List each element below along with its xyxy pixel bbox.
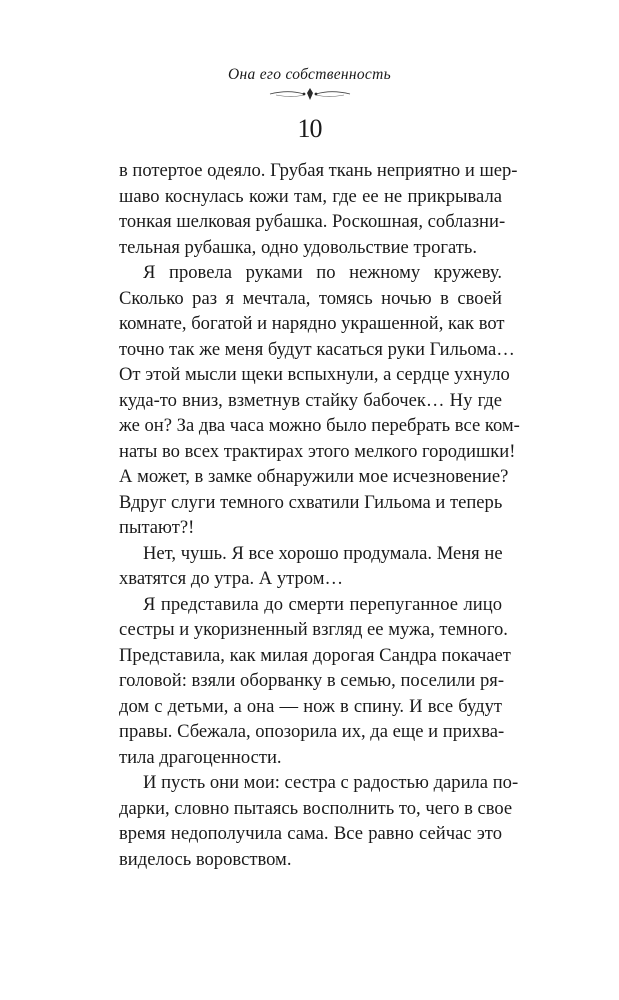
text-line: Я провела руками по нежному кружеву. [143,262,502,283]
text-line: От этой мысли щеки вспыхнули, а сердце ухнуло [119,364,510,385]
text-line: комнате, богатой и нарядно украшенной, как вот [119,313,505,334]
paragraph [119,592,511,771]
text-line: правы. Сбежала, опозорила их, да еще и прихва- [119,721,505,742]
text-line: тонкая шелковая рубашка. Роскошная, соблазни- [119,211,506,232]
text-line: И пусть они мои: сестра с радостью дарила по- [143,772,519,793]
text-line: головой: взяли оборванку в семью, поселили ря- [119,670,505,691]
ornament-divider-icon [268,87,352,101]
paragraph [119,541,502,592]
text-line: тила драгоценности. [119,746,282,768]
text-line: наты во всех трактирах этого мелкого городишки! [119,440,516,462]
text-line: шаво коснулась кожи там, где ее не прикрывала [119,185,502,207]
text-line: хватятся до утра. А утром… [119,568,344,589]
text-line: же он? За два часа можно было перебрать все ком- [119,415,520,436]
text-line: Сколько раз я мечтала, томясь ночью в своей [119,287,502,309]
text-line: А может, в замке обнаружили мое исчезновение? [119,466,509,487]
paragraph [119,770,519,872]
text-line: время недополучила сама. Все равно сейчас это [119,823,502,844]
text-line: пытают?! [119,517,195,538]
text-line: Представила, как милая дорогая Сандра покачает [119,644,511,666]
paragraph [119,260,520,541]
text-line: виделось воровством. [119,848,292,870]
text-line: куда-то вниз, взметнув стайку бабочек… Ну где [119,389,502,411]
text-line: тельная рубашка, одно удовольствие трогать. [119,236,478,258]
text-line: сестры и укоризненный взгляд ее мужа, темного. [119,619,508,640]
text-line: дом с детьми, а она — нож в спину. И все будут [119,695,502,717]
text-line: в потертое одеяло. Грубая ткань неприятно и шер- [119,160,518,181]
text-line: дарки, словно пытаясь восполнить то, чего в свое [119,797,513,819]
paragraph [119,158,518,260]
running-head: Она его собственность [228,66,391,83]
text-line: Вдруг слуги темного схватили Гильома и теперь [119,491,503,513]
text-line: точно так же меня будут касаться руки Гильома… [119,338,515,360]
text-line: Я представила до смерти перепуганное лицо [143,593,502,615]
text-line: Нет, чушь. Я все хорошо продумала. Меня не [143,542,503,564]
body-text [119,158,520,872]
chapter-number: 10 [297,114,322,143]
